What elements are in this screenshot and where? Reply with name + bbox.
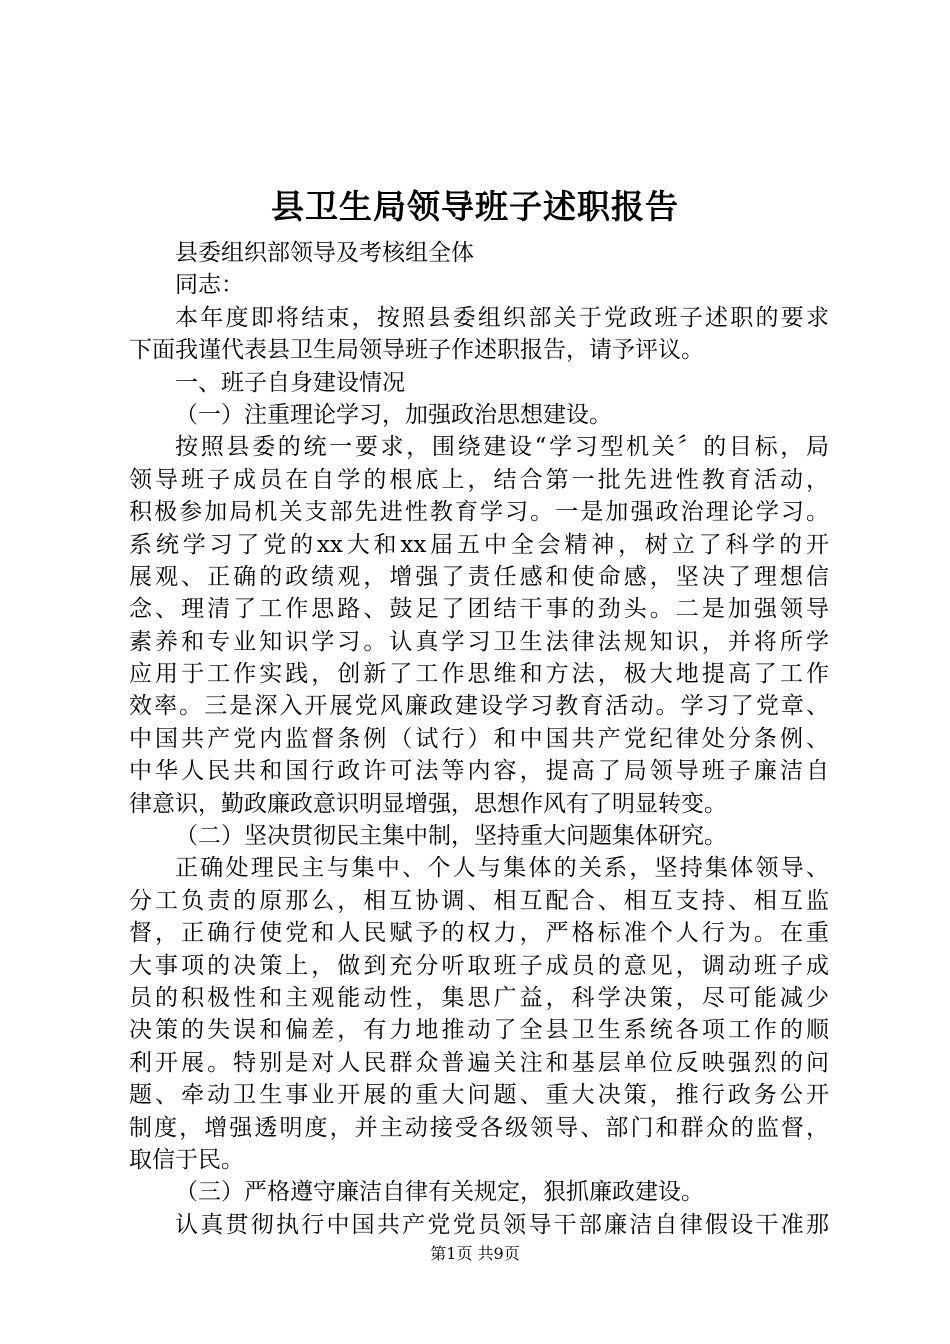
body-line: 下面我谨代表县卫生局领导班子作述职报告，请予评议。 <box>129 337 704 364</box>
body-line: （一）注重理论学习，加强政治思想建设。 <box>175 401 612 428</box>
body-line: 决策的失误和偏差，有力地推动了全县卫生系统各项工作的顺 <box>129 1017 829 1044</box>
body-line: （二）坚决贯彻民主集中制，坚持重大问题集体研究。 <box>175 823 727 850</box>
body-line: 认真贯彻执行中国共产党党员领导干部廉洁自律假设干准那 <box>175 1211 829 1238</box>
body-line: 展观、正确的政绩观，增强了责任感和使命感，坚决了理想信 <box>129 563 829 590</box>
body-line: 题、牵动卫生事业开展的重大问题、重大决策，推行政务公开 <box>129 1082 829 1109</box>
document-title: 县卫生局领导班子述职报告 <box>271 187 679 226</box>
body-line: 本年度即将结束，按照县委组织部关于党政班子述职的要求 <box>175 304 829 331</box>
body-line: 分工负责的原那么，相互协调、相互配合、相互支持、相互监 <box>129 887 829 914</box>
body-line: 律意识，勤政廉政意识明显增强，思想作风有了明显转变。 <box>129 790 727 817</box>
body-line: 制度，增强透明度，并主动接受各级领导、部门和群众的监督， <box>129 1114 829 1141</box>
body-line: 中国共产党内监督条例（试行）和中国共产党纪律处分条例、 <box>129 725 829 752</box>
body-line: 应用于工作实践，创新了工作思维和方法，极大地提高了工作 <box>129 661 829 688</box>
body-line: 中华人民共和国行政许可法等内容，提高了局领导班子廉洁自 <box>129 758 829 785</box>
body-line: 县委组织部领导及考核组全体 <box>175 240 474 266</box>
body-line: 取信于民。 <box>129 1146 244 1173</box>
body-line: 积极参加局机关支部先进性教育学习。一是加强政治理论学习。 <box>129 499 829 526</box>
body-line: 利开展。特别是对人民群众普遍关注和基层单位反映强烈的问 <box>129 1049 829 1076</box>
body-line: 念、理清了工作思路、鼓足了团结干事的劲头。二是加强领导 <box>129 596 829 623</box>
body-line: 员的积极性和主观能动性，集思广益，科学决策，尽可能减少 <box>129 984 829 1011</box>
body-line: 效率。三是深入开展党风廉政建设学习教育活动。学习了党章、 <box>129 693 829 720</box>
body-line: 领导班子成员在自学的根底上，结合第一批先进性教育活动， <box>129 466 829 493</box>
body-line: 按照县委的统一要求，围绕建设“学习型机关〞的目标，局 <box>175 434 829 461</box>
body-line: 系统学习了党的xx大和xx届五中全会精神，树立了科学的开 <box>129 531 829 558</box>
body-line: 素养和专业知识学习。认真学习卫生法律法规知识，并将所学 <box>129 628 829 655</box>
document-body <box>129 237 829 1241</box>
page-footer: 第1页 共9页 <box>430 1244 520 1263</box>
body-line: 大事项的决策上，做到充分听取班子成员的意见，调动班子成 <box>129 952 829 979</box>
body-line: 督，正确行使党和人民赋予的权力，严格标准个人行为。在重 <box>129 920 829 947</box>
body-line: 一、班子自身建设情况 <box>175 369 405 396</box>
body-line: （三）严格遵守廉洁自律有关规定，狠抓廉政建设。 <box>175 1179 704 1206</box>
body-line: 正确处理民主与集中、个人与集体的关系，坚持集体领导、 <box>175 855 829 882</box>
body-line: 同志： <box>175 272 244 299</box>
